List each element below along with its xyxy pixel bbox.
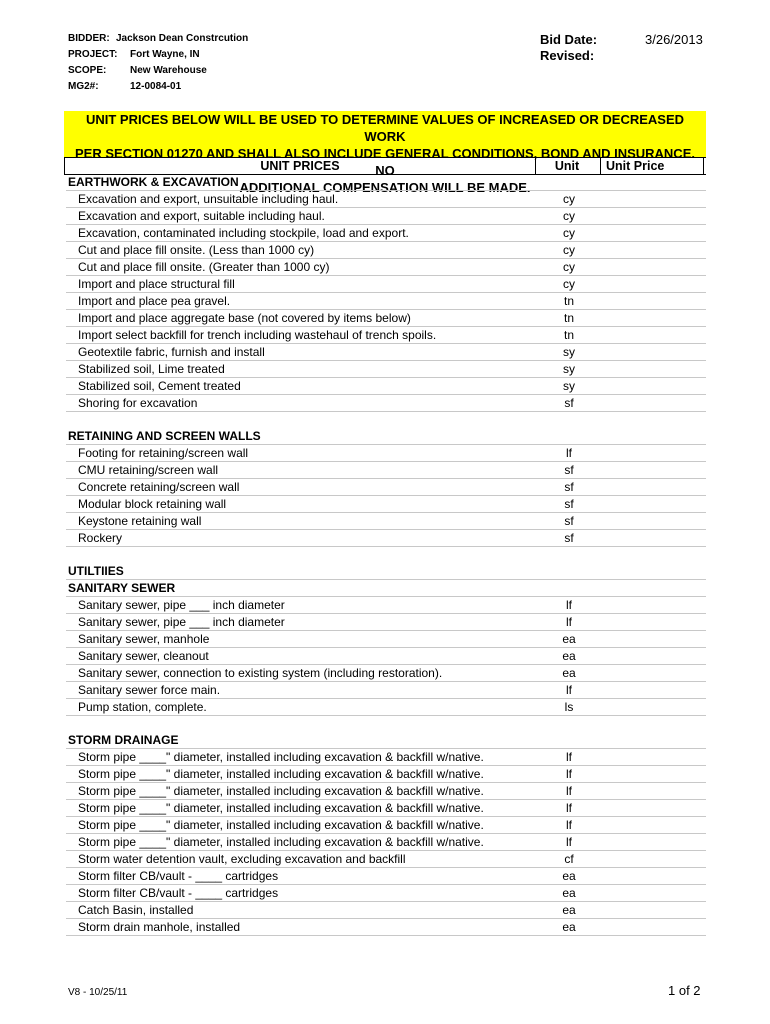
item-unit: sf [564, 531, 574, 545]
item-unit: lf [566, 446, 572, 460]
table-row [66, 699, 706, 716]
banner-line-1: UNIT PRICES BELOW WILL BE USED TO DETERMINE VALUES OF INCREASED OR DECREASED WORK [85, 112, 685, 144]
item-unit: lf [566, 750, 572, 764]
table-row [66, 327, 706, 344]
item-unit: sy [563, 379, 575, 393]
item-description: Storm pipe ____" diameter, installed including excavation & backfill w/native. [78, 767, 484, 781]
table-row [66, 665, 706, 682]
column-header-unit-price: Unit Price [600, 158, 704, 174]
table-row [66, 851, 706, 868]
table-row [66, 902, 706, 919]
item-description: Stabilized soil, Lime treated [78, 362, 225, 376]
table-row [66, 868, 706, 885]
table-row [66, 919, 706, 936]
section-heading: RETAINING AND SCREEN WALLS [68, 429, 261, 443]
mg2-label: MG2#: [68, 81, 99, 92]
item-description: Storm pipe ____" diameter, installed including excavation & backfill w/native. [78, 750, 484, 764]
page-number: 1 of 2 [668, 983, 701, 998]
item-unit: cy [563, 192, 575, 206]
item-description: Storm pipe ____" diameter, installed including excavation & backfill w/native. [78, 818, 484, 832]
item-description: Storm water detention vault, excluding excavation and backfill [78, 852, 406, 866]
section-heading-row [66, 580, 706, 597]
item-description: Storm drain manhole, installed [78, 920, 241, 934]
item-unit: ea [562, 632, 576, 646]
unit-price-table [66, 174, 706, 936]
item-description: CMU retaining/screen wall [78, 463, 219, 477]
item-unit: lf [566, 615, 572, 629]
item-description: Stabilized soil, Cement treated [78, 379, 241, 393]
item-description: Keystone retaining wall [78, 514, 202, 528]
scope-line [68, 65, 207, 76]
item-unit: cf [564, 852, 574, 866]
revised-label: Revised: [540, 48, 595, 63]
item-unit: tn [563, 294, 574, 308]
spacer-row [66, 412, 706, 428]
item-unit: cy [563, 277, 575, 291]
bidder-line [68, 33, 248, 44]
project-value: Fort Wayne, IN [130, 49, 200, 60]
bid-date-value: 3/26/2013 [645, 32, 703, 47]
item-unit: sf [564, 396, 574, 410]
table-row [66, 597, 706, 614]
table-row [66, 259, 706, 276]
item-description: Storm pipe ____" diameter, installed including excavation & backfill w/native. [78, 835, 484, 849]
item-unit: cy [563, 260, 575, 274]
section-heading-row [66, 174, 706, 191]
item-unit: tn [563, 328, 574, 342]
item-description: Storm pipe ____" diameter, installed including excavation & backfill w/native. [78, 784, 484, 798]
table-row [66, 513, 706, 530]
table-row [66, 817, 706, 834]
item-description: Excavation and export, suitable including haul. [78, 209, 325, 223]
item-unit: lf [566, 784, 572, 798]
section-heading-row [66, 428, 706, 445]
table-row [66, 648, 706, 665]
item-unit: ea [562, 666, 576, 680]
mg2-value: 12-0084-01 [130, 81, 182, 92]
item-unit: lf [566, 801, 572, 815]
table-row [66, 242, 706, 259]
item-description: Catch Basin, installed [78, 903, 194, 917]
item-description: Storm filter CB/vault - ____ cartridges [78, 869, 279, 883]
item-description: Sanitary sewer, connection to existing system (including restoration). [78, 666, 443, 680]
item-unit: tn [563, 311, 574, 325]
table-row [66, 631, 706, 648]
item-description: Excavation, contaminated including stockpile, load and export. [78, 226, 409, 240]
item-description: Sanitary sewer, cleanout [78, 649, 209, 663]
column-header-unit: Unit [534, 158, 601, 174]
item-unit: sf [564, 514, 574, 528]
table-row [66, 361, 706, 378]
version-label: V8 - 10/25/11 [68, 987, 128, 998]
table-row [66, 496, 706, 513]
item-description: Sanitary sewer, manhole [78, 632, 210, 646]
item-description: Concrete retaining/screen wall [78, 480, 240, 494]
spacer-row [66, 716, 706, 732]
table-row [66, 208, 706, 225]
section-heading: STORM DRAINAGE [68, 733, 179, 747]
item-unit: sy [563, 345, 575, 359]
item-description: Sanitary sewer, pipe ___ inch diameter [78, 598, 285, 612]
item-description: Storm pipe ____" diameter, installed including excavation & backfill w/native. [78, 801, 484, 815]
table-row [66, 800, 706, 817]
item-description: Sanitary sewer force main. [78, 683, 221, 697]
item-unit: ea [562, 869, 576, 883]
item-unit: sy [563, 362, 575, 376]
banner-line-2: PER SECTION 01270 AND SHALL ALSO INCLUDE GENERAL CONDITIONS, BOND AND INSURANCE. NO [75, 146, 695, 178]
item-description: Import and place structural fill [78, 277, 235, 291]
table-row [66, 885, 706, 902]
section-heading: EARTHWORK & EXCAVATION [68, 175, 239, 189]
bidder-value: Jackson Dean Constrcution [116, 33, 249, 44]
table-row [66, 276, 706, 293]
item-description: Sanitary sewer, pipe ___ inch diameter [78, 615, 285, 629]
table-row [66, 530, 706, 547]
item-description: Footing for retaining/screen wall [78, 446, 249, 460]
item-description: Cut and place fill onsite. (Less than 1000 cy) [78, 243, 315, 257]
banner-line-3: ADDITIONAL COMPENSATION WILL BE MADE. [239, 180, 531, 195]
table-row [66, 445, 706, 462]
item-unit: lf [566, 835, 572, 849]
item-unit: ea [562, 886, 576, 900]
item-unit: lf [566, 598, 572, 612]
table-row [66, 766, 706, 783]
table-row [66, 310, 706, 327]
project-line [68, 49, 200, 60]
table-row [66, 378, 706, 395]
item-unit: sf [564, 480, 574, 494]
item-description: Import select backfill for trench including wastehaul of trench spoils. [78, 328, 437, 342]
table-row [66, 293, 706, 310]
section-heading: UTILTIIES [68, 564, 124, 578]
item-description: Import and place pea gravel. [78, 294, 231, 308]
table-row [66, 225, 706, 242]
table-row [66, 834, 706, 851]
item-unit: cy [563, 209, 575, 223]
spacer-row [66, 547, 706, 563]
table-row [66, 479, 706, 496]
bidder-label: BIDDER: [68, 33, 110, 44]
item-description: Cut and place fill onsite. (Greater than 1000 cy) [78, 260, 330, 274]
item-unit: lf [566, 767, 572, 781]
table-row [66, 191, 706, 208]
item-description: Pump station, complete. [78, 700, 207, 714]
item-unit: sf [564, 497, 574, 511]
section-heading-row [66, 732, 706, 749]
item-unit: ea [562, 920, 576, 934]
table-header [64, 157, 706, 175]
item-unit: cy [563, 226, 575, 240]
table-row [66, 344, 706, 361]
table-row [66, 783, 706, 800]
column-header-unit-prices: UNIT PRICES [64, 158, 536, 174]
item-description: Import and place aggregate base (not covered by items below) [78, 311, 411, 325]
item-description: Modular block retaining wall [78, 497, 227, 511]
item-description: Storm filter CB/vault - ____ cartridges [78, 886, 279, 900]
project-label: PROJECT: [68, 49, 118, 60]
item-unit: sf [564, 463, 574, 477]
item-unit: ls [564, 700, 574, 714]
mg2-line [68, 81, 181, 92]
table-row [66, 682, 706, 699]
item-description: Shoring for excavation [78, 396, 198, 410]
bid-date-label: Bid Date: [540, 32, 598, 47]
item-unit: lf [566, 683, 572, 697]
item-description: Excavation and export, unsuitable including haul. [78, 192, 339, 206]
table-row [66, 614, 706, 631]
scope-value: New Warehouse [130, 65, 207, 76]
item-unit: lf [566, 818, 572, 832]
table-row [66, 395, 706, 412]
item-description: Rockery [78, 531, 123, 545]
table-row [66, 462, 706, 479]
item-unit: cy [563, 243, 575, 257]
section-heading-row [66, 563, 706, 580]
section-heading: SANITARY SEWER [68, 581, 176, 595]
item-unit: ea [562, 649, 576, 663]
item-unit: ea [562, 903, 576, 917]
table-row [66, 749, 706, 766]
scope-label: SCOPE: [68, 65, 107, 76]
item-description: Geotextile fabric, furnish and install [78, 345, 265, 359]
